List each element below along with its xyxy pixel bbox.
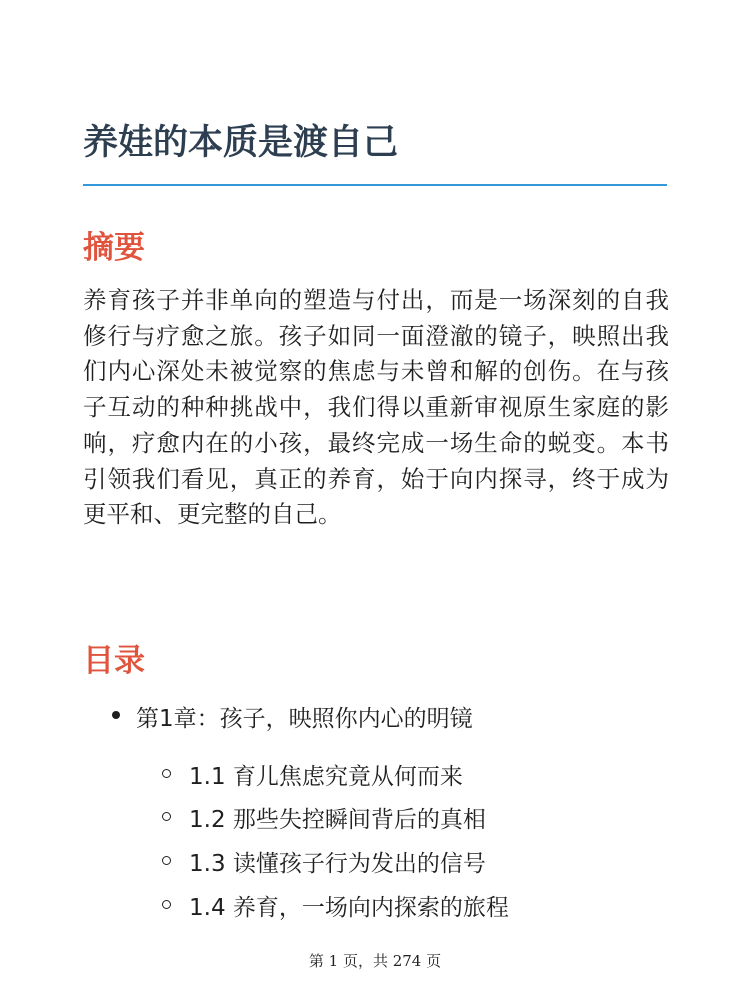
- toc-section-label: 1.1 育儿焦虑究竟从何而来: [189, 764, 463, 790]
- toc-section-label: 1.3 读懂孩子行为发出的信号: [189, 851, 486, 877]
- toc-section-label: 1.4 养育，一场向内探索的旅程: [189, 895, 509, 921]
- bullet-circle-icon: [162, 812, 171, 821]
- abstract-heading: 摘要: [83, 230, 145, 266]
- bullet-disc-icon: [112, 711, 120, 719]
- page-footer: 第 1 页，共 274 页: [308, 952, 442, 970]
- bullet-circle-icon: [162, 856, 171, 865]
- bullet-circle-icon: [162, 769, 171, 778]
- toc-section-label: 1.2 那些失控瞬间背后的真相: [189, 807, 486, 833]
- toc-chapter-label: 第1章：孩子，映照你内心的明镜: [136, 706, 473, 732]
- abstract-text: 养育孩子并非单向的塑造与付出，而是一场深刻的自我修行与疗愈之旅。孩子如同一面澄澈的镜子，映照出我们内心深处未被觉察的焦虑与未曾和解的创伤。在与孩子互动的种种挑战中，我们得以重新审视原生家庭的影响，疗愈内在的小孩，最终完成一场生命的蜕变。本书引领我们看见，真正的养育，始于向内探寻，终于成为更平和、更完整的自己。: [83, 286, 669, 529]
- bullet-circle-icon: [162, 900, 171, 909]
- page-title: 养娃的本质是渡自己: [83, 123, 399, 163]
- title-divider: [83, 184, 667, 186]
- toc-heading: 目录: [83, 643, 145, 679]
